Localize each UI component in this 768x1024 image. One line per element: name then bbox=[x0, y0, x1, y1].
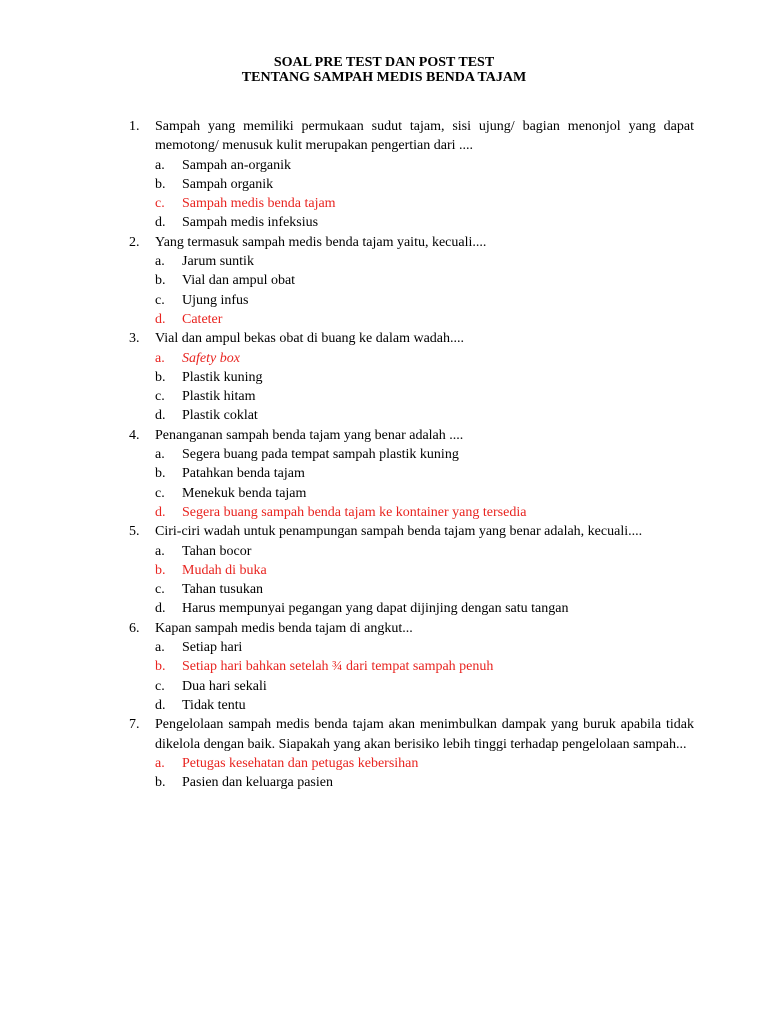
question-number: 2. bbox=[129, 234, 140, 250]
option-list bbox=[155, 445, 694, 522]
option-list bbox=[155, 754, 694, 793]
question-7 bbox=[129, 715, 694, 792]
document-subtitle: TENTANG SAMPAH MEDIS BENDA TAJAM bbox=[241, 70, 527, 85]
option-c bbox=[155, 387, 694, 406]
question-5 bbox=[129, 522, 694, 618]
option-letter: a. bbox=[155, 157, 165, 173]
question-number: 4. bbox=[129, 427, 140, 443]
option-letter: d. bbox=[155, 311, 166, 327]
option-a bbox=[155, 445, 694, 464]
option-d bbox=[155, 599, 694, 618]
option-letter: a. bbox=[155, 447, 165, 463]
option-text: Pasien dan keluarga pasien bbox=[182, 775, 333, 791]
option-b bbox=[155, 368, 694, 387]
option-text: Sampah medis benda tajam bbox=[182, 196, 336, 212]
option-letter: a. bbox=[155, 640, 165, 656]
option-b bbox=[155, 271, 694, 290]
option-letter: b. bbox=[155, 562, 166, 578]
option-c bbox=[155, 291, 694, 310]
question-text: Pengelolaan sampah medis benda tajam akan menimbulkan dampak yang buruk apabila tidak dikelola dengan baik. Siapakah yang akan berisiko lebih tinggi terhadap pengelolaan sampah... bbox=[155, 717, 694, 752]
option-c-correct-answer bbox=[155, 194, 694, 213]
option-a bbox=[155, 252, 694, 271]
option-letter: d. bbox=[155, 504, 166, 520]
option-text: Plastik coklat bbox=[182, 408, 258, 424]
option-letter: c. bbox=[155, 292, 165, 308]
option-text: Cateter bbox=[182, 311, 223, 327]
option-letter: b. bbox=[155, 176, 166, 192]
option-letter: b. bbox=[155, 775, 166, 791]
option-a bbox=[155, 638, 694, 657]
option-text: Segera buang sampah benda tajam ke kontainer yang tersedia bbox=[182, 504, 527, 520]
option-text: Dua hari sekali bbox=[182, 678, 267, 694]
option-letter: b. bbox=[155, 466, 166, 482]
option-text: Vial dan ampul obat bbox=[182, 273, 296, 289]
option-a-correct-answer bbox=[155, 349, 694, 368]
question-number: 7. bbox=[129, 717, 140, 733]
option-b bbox=[155, 175, 694, 194]
option-text: Mudah di buka bbox=[182, 562, 267, 578]
question-number: 5. bbox=[129, 524, 140, 540]
option-list bbox=[155, 156, 694, 233]
question-2 bbox=[129, 233, 694, 329]
option-text: Patahkan benda tajam bbox=[182, 466, 305, 482]
option-text: Plastik kuning bbox=[182, 369, 263, 385]
option-text: Plastik hitam bbox=[182, 389, 256, 405]
option-letter: b. bbox=[155, 369, 166, 385]
option-text: Sampah organik bbox=[182, 176, 274, 192]
option-text: Setiap hari bahkan setelah ¾ dari tempat sampah penuh bbox=[182, 659, 494, 675]
question-text: Yang termasuk sampah medis benda tajam yaitu, kecuali.... bbox=[155, 234, 487, 250]
question-text: Ciri-ciri wadah untuk penampungan sampah benda tajam yang benar adalah, kecuali.... bbox=[155, 524, 643, 540]
option-c bbox=[155, 677, 694, 696]
option-b-correct-answer bbox=[155, 561, 694, 580]
option-letter: c. bbox=[155, 678, 165, 694]
question-text: Vial dan ampul bekas obat di buang ke dalam wadah.... bbox=[155, 331, 465, 347]
option-list bbox=[155, 638, 694, 715]
question-number: 6. bbox=[129, 620, 140, 636]
option-letter: c. bbox=[155, 582, 165, 598]
option-text: Sampah an-organik bbox=[182, 157, 291, 173]
option-letter: a. bbox=[155, 350, 165, 366]
question-4 bbox=[129, 426, 694, 522]
question-text: Penanganan sampah benda tajam yang benar adalah .... bbox=[155, 427, 464, 443]
option-c bbox=[155, 484, 694, 503]
option-c bbox=[155, 580, 694, 599]
question-text: Sampah yang memiliki permukaan sudut tajam, sisi ujung/ bagian menonjol yang dapat memotong/ menusuk kulit merupakan pengertian dari .... bbox=[155, 119, 694, 154]
option-letter: c. bbox=[155, 389, 165, 405]
question-1 bbox=[129, 117, 694, 233]
option-letter: a. bbox=[155, 254, 165, 270]
option-a-correct-answer bbox=[155, 754, 694, 773]
option-letter: b. bbox=[155, 659, 166, 675]
option-text: Tahan tusukan bbox=[182, 582, 264, 598]
option-a bbox=[155, 542, 694, 561]
option-text: Setiap hari bbox=[182, 640, 243, 656]
option-letter: a. bbox=[155, 543, 165, 559]
option-b-correct-answer bbox=[155, 657, 694, 676]
option-text: Harus mempunyai pegangan yang dapat dijinjing dengan satu tangan bbox=[182, 601, 569, 617]
option-letter: c. bbox=[155, 196, 165, 212]
option-text: Tahan bocor bbox=[182, 543, 252, 559]
option-text: Safety box bbox=[182, 350, 240, 366]
question-number: 1. bbox=[129, 119, 140, 134]
option-text: Petugas kesehatan dan petugas kebersihan bbox=[182, 755, 419, 771]
question-list bbox=[129, 117, 694, 792]
option-text: Ujung infus bbox=[182, 292, 249, 308]
option-list bbox=[155, 542, 694, 619]
question-6 bbox=[129, 619, 694, 715]
option-b bbox=[155, 464, 694, 483]
option-letter: d. bbox=[155, 408, 166, 424]
question-text: Kapan sampah medis benda tajam di angkut... bbox=[155, 620, 413, 636]
option-letter: c. bbox=[155, 485, 165, 501]
option-text: Jarum suntik bbox=[182, 254, 254, 270]
option-d bbox=[155, 213, 694, 232]
option-d bbox=[155, 696, 694, 715]
option-text: Sampah medis infeksius bbox=[182, 215, 319, 231]
option-letter: b. bbox=[155, 273, 166, 289]
question-number: 3. bbox=[129, 331, 140, 347]
option-d bbox=[155, 406, 694, 425]
option-list bbox=[155, 252, 694, 329]
question-3 bbox=[129, 329, 694, 425]
option-text: Segera buang pada tempat sampah plastik kuning bbox=[182, 447, 459, 463]
option-list bbox=[155, 349, 694, 426]
option-d-correct-answer bbox=[155, 310, 694, 329]
option-d-correct-answer bbox=[155, 503, 694, 522]
option-text: Menekuk benda tajam bbox=[182, 485, 307, 501]
option-letter: a. bbox=[155, 755, 165, 771]
option-a bbox=[155, 156, 694, 175]
option-letter: d. bbox=[155, 697, 166, 713]
option-letter: d. bbox=[155, 215, 166, 231]
option-letter: d. bbox=[155, 601, 166, 617]
document-title: SOAL PRE TEST DAN POST TEST bbox=[273, 55, 495, 70]
option-b bbox=[155, 773, 694, 792]
option-text: Tidak tentu bbox=[182, 697, 246, 713]
